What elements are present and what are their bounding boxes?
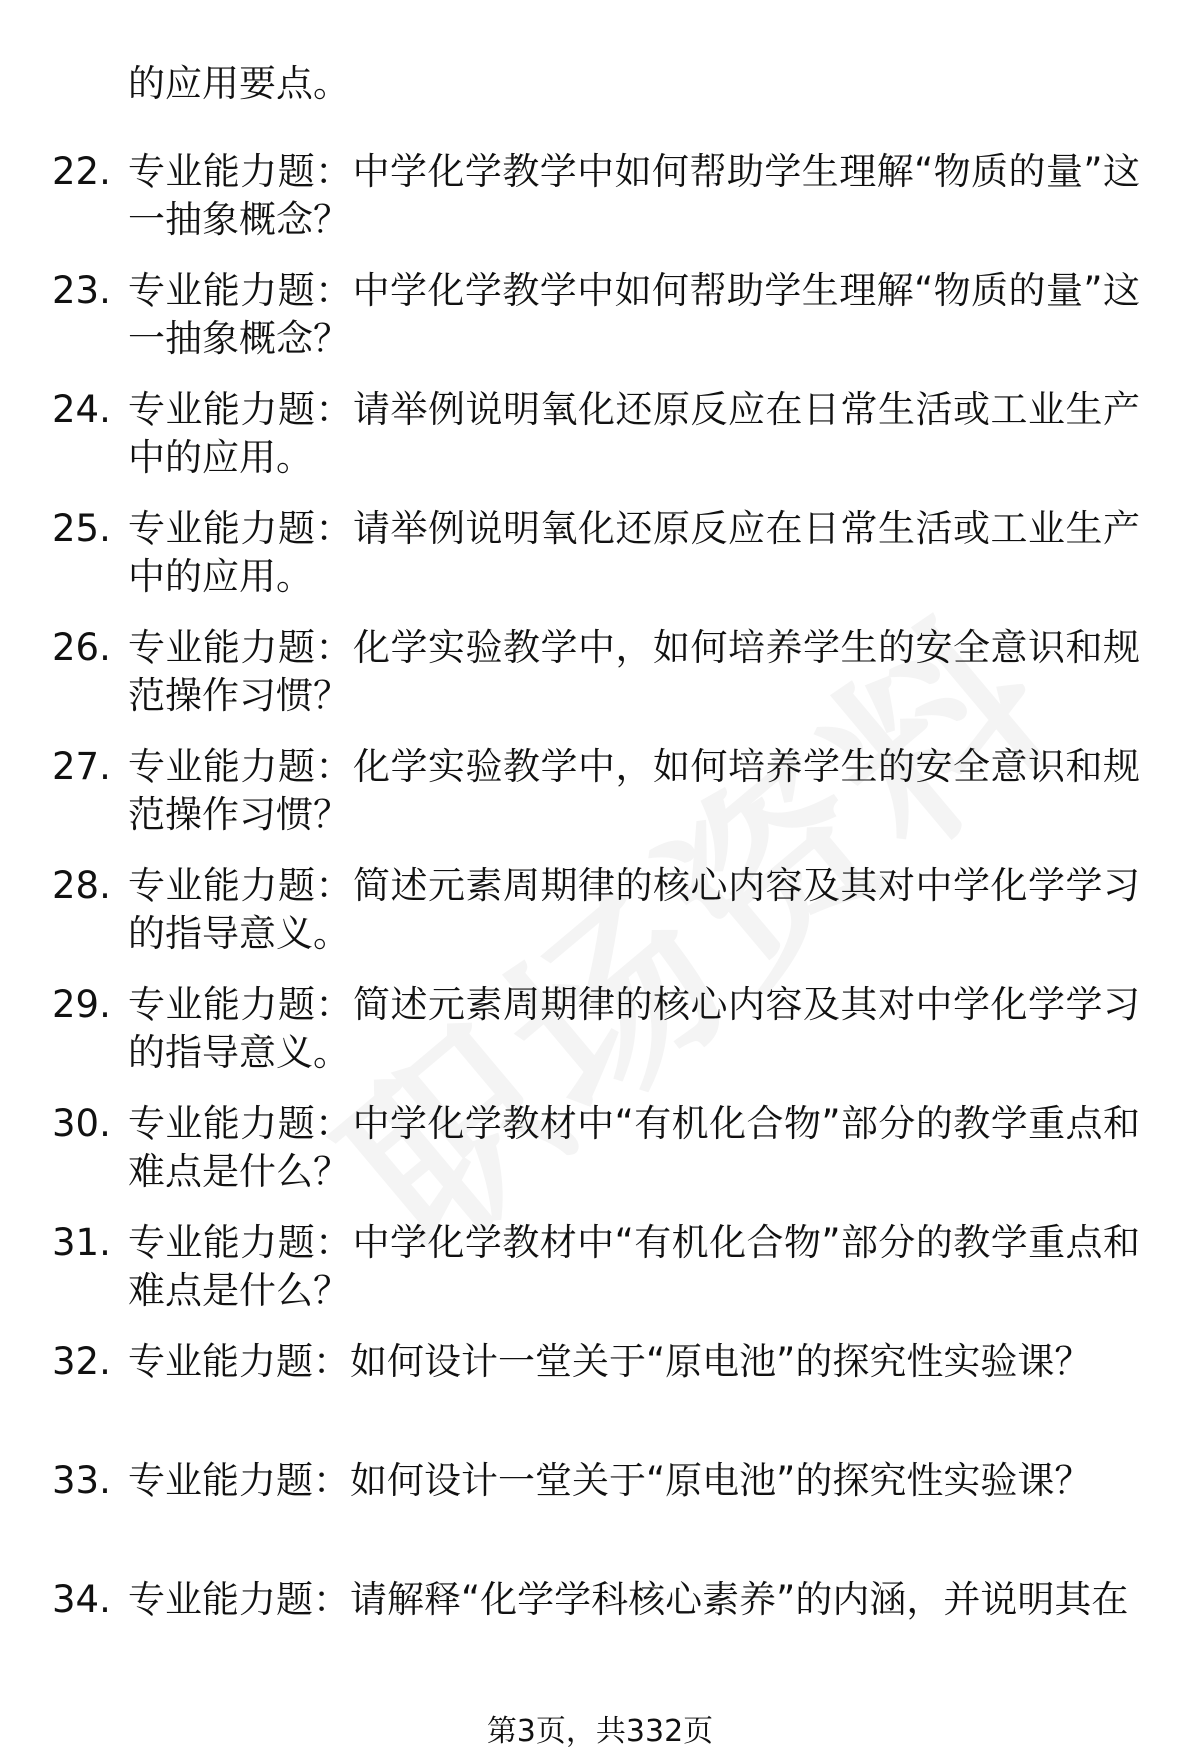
question-text: 专业能力题：如何设计一堂关于“原电池”的探究性实验课？ [128,1340,1092,1383]
question-number: 34. [52,1578,111,1621]
question-number: 22. [52,150,111,193]
page-footer: 第3页，共332页 [486,1714,714,1749]
question-number: 23. [52,269,111,312]
question-text: 专业能力题：化学实验教学中，如何培养学生的安全意识和规范操作习惯？ [128,745,1140,836]
question-text: 专业能力题：请举例说明氧化还原反应在日常生活或工业生产中的应用。 [128,507,1140,598]
question-number: 27. [52,745,111,788]
continuation-text: 的应用要点。 [128,62,350,105]
question-number: 30. [52,1102,111,1145]
question-text: 专业能力题：简述元素周期律的核心内容及其对中学化学学习的指导意义。 [128,864,1140,955]
question-text: 专业能力题：中学化学教材中“有机化合物”部分的教学重点和难点是什么？ [128,1221,1140,1312]
question-number: 29. [52,983,111,1026]
question-number: 32. [52,1340,111,1383]
question-number: 24. [52,388,111,431]
question-number: 28. [52,864,111,907]
question-number: 25. [52,507,111,550]
question-text: 专业能力题：中学化学教材中“有机化合物”部分的教学重点和难点是什么？ [128,1102,1140,1193]
question-text: 专业能力题：简述元素周期律的核心内容及其对中学化学学习的指导意义。 [128,983,1140,1074]
question-text: 专业能力题：中学化学教学中如何帮助学生理解“物质的量”这一抽象概念？ [128,269,1140,360]
question-text: 专业能力题：请举例说明氧化还原反应在日常生活或工业生产中的应用。 [128,388,1140,479]
question-text: 专业能力题：请解释“化学学科核心素养”的内涵，并说明其在 [128,1578,1129,1621]
question-text: 专业能力题：中学化学教学中如何帮助学生理解“物质的量”这一抽象概念？ [128,150,1140,241]
question-text: 专业能力题：化学实验教学中，如何培养学生的安全意识和规范操作习惯？ [128,626,1140,717]
question-number: 26. [52,626,111,669]
question-text: 专业能力题：如何设计一堂关于“原电池”的探究性实验课？ [128,1459,1092,1502]
question-number: 33. [52,1459,111,1502]
question-number: 31. [52,1221,111,1264]
